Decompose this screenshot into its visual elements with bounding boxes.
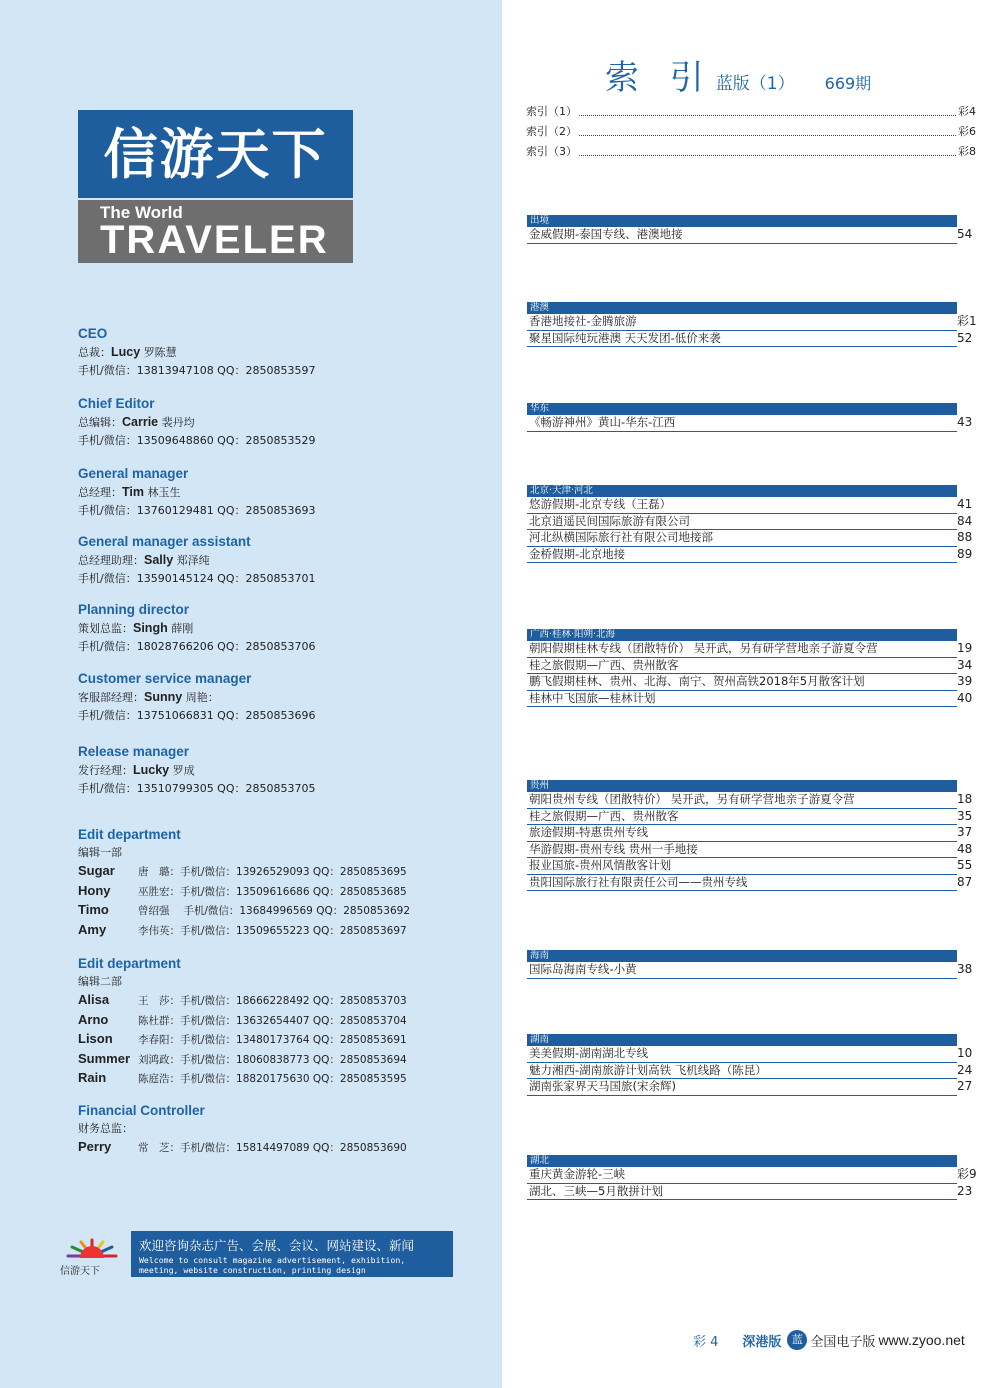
index-entry[interactable]: [527, 513, 973, 531]
entry-page: 43: [957, 415, 973, 429]
index-entry[interactable]: [527, 530, 973, 547]
staff-row: [78, 991, 488, 1011]
entry-page: 41: [957, 497, 973, 511]
section-header: 出境: [527, 215, 957, 227]
staff-cn-name: 郑泽纯: [176, 554, 210, 567]
staff-en-name: Lison: [78, 1031, 113, 1046]
banner-en-line2: meeting, website construction, printing design: [139, 1265, 366, 1275]
staff-general-manager: [78, 465, 488, 520]
index-entry[interactable]: [527, 657, 973, 675]
entry-title: 魅力湘西-湖南旅游计划高铁 飞机线路（陈昆）: [529, 1062, 767, 1077]
toc-leader: [579, 102, 956, 116]
entry-page: 19: [957, 641, 973, 655]
edit-department-2: [78, 955, 488, 1089]
staff-contact: 手机/微信：18028766206 QQ：2850853706: [78, 640, 316, 653]
dept-subtitle: 编辑一部: [78, 846, 122, 859]
index-entry[interactable]: [527, 808, 973, 826]
staff-contact: 手机/微信：13590145124 QQ：2850853701: [78, 572, 316, 585]
toc-item[interactable]: [526, 122, 976, 142]
index-entry[interactable]: [527, 858, 973, 875]
entry-page: 87: [957, 874, 973, 889]
staff-en-name: Sugar: [78, 863, 115, 878]
staff-en-name: Singh: [133, 621, 168, 635]
staff-en-name: Sally: [144, 553, 174, 567]
entry-title: 北京逍遥民间国际旅游有限公司: [529, 513, 690, 528]
staff-role: 总经理：: [78, 486, 122, 499]
entry-title: 聚星国际纯玩港澳 天天发团-低价来袭: [529, 330, 721, 345]
staff-title: Customer service manager: [78, 671, 252, 686]
entry-page: 89: [957, 546, 973, 561]
staff-row: [78, 882, 488, 902]
staff-en-name: Timo: [78, 902, 109, 917]
dept-subtitle: 财务总监：: [78, 1122, 133, 1135]
entry-title: 金桥假期-北京地接: [529, 546, 626, 561]
staff-title: Planning director: [78, 602, 190, 617]
entry-title: 桂之旅假期—广西、贵州散客: [529, 808, 679, 823]
logo-chinese: 信游天下: [78, 110, 353, 198]
staff-cn-name: 罗成: [172, 764, 195, 777]
financial-controller: [78, 1102, 488, 1158]
toc-label: 索引（1）: [526, 105, 577, 118]
footer-edition: 深港版: [742, 1334, 782, 1350]
staff-en-name: Tim: [122, 485, 144, 499]
staff-role: 总经理助理：: [78, 554, 144, 567]
logo-title: TRAVELER: [100, 218, 329, 262]
footer-page-number: 彩 4: [693, 1334, 719, 1350]
entry-page: 彩1: [957, 314, 977, 328]
section-header: 北京·天津·河北: [527, 485, 957, 497]
index-edition: 蓝版（1）: [715, 74, 795, 94]
entry-page: 18: [957, 792, 973, 806]
entry-title: 悠游假期-北京专线（王磊）: [529, 497, 672, 511]
contact-banner: [131, 1231, 453, 1277]
staff-ceo: [78, 325, 488, 380]
section-header: 港澳: [527, 302, 957, 314]
entry-title: 华游假期-贵州专线 贵州一手地接: [529, 841, 698, 856]
entry-page: 54: [957, 227, 973, 241]
index-entry[interactable]: [527, 330, 973, 348]
staff-en-name: Rain: [78, 1070, 107, 1085]
staff-name-line: [78, 413, 488, 432]
entry-title: 湖南张家界天马国旅(宋余辉): [529, 1079, 676, 1093]
logo-english-block: [78, 200, 353, 263]
index-section: [527, 780, 973, 891]
staff-info: 巫胜宏：手机/微信：13509616686 QQ：2850853685: [138, 885, 407, 898]
staff-gm-assistant: [78, 533, 488, 588]
staff-info: 刘鸿政：手机/微信：18060838773 QQ：2850853694: [138, 1053, 407, 1066]
staff-row: [78, 862, 488, 882]
entry-page: 彩9: [957, 1167, 977, 1181]
entry-page: 24: [957, 1062, 973, 1077]
section-header: 湖南: [527, 1034, 957, 1046]
dept-subtitle: 编辑二部: [78, 975, 122, 988]
section-header: 贵州: [527, 780, 957, 792]
staff-en-name: Perry: [78, 1139, 112, 1154]
staff-chief-editor: [78, 395, 488, 450]
index-section: [527, 485, 973, 563]
entry-title: 湖北、三峡—5月散拼计划: [529, 1183, 663, 1198]
toc-page: 彩8: [958, 145, 976, 158]
staff-en-name: Amy: [78, 921, 107, 937]
index-section: [527, 629, 973, 707]
entry-page: 35: [957, 808, 973, 823]
index-entry[interactable]: [527, 874, 973, 892]
staff-contact: 手机/微信：13813947108 QQ：2850853597: [78, 364, 316, 377]
dept-title: Edit department: [78, 956, 181, 971]
entry-page: 37: [957, 825, 973, 839]
edition-badge-icon: 蓝: [787, 1330, 807, 1350]
staff-row: [78, 1030, 488, 1050]
entry-page: 27: [957, 1079, 973, 1093]
entry-title: 《畅游神州》黄山-华东-江西: [529, 415, 676, 429]
staff-en-name: Alisa: [78, 992, 110, 1007]
section-header: 华东: [527, 403, 957, 415]
staff-customer-service: [78, 670, 488, 725]
index-entry[interactable]: [527, 841, 973, 859]
staff-info: 唐 璐：手机/微信：13926529093 QQ：2850853695: [138, 866, 407, 878]
index-title: [605, 50, 871, 99]
index-entry[interactable]: [527, 415, 973, 432]
staff-name-line: [78, 551, 488, 570]
staff-en-name: Lucy: [111, 345, 141, 359]
toc-label: 索引（2）: [526, 125, 577, 138]
banner-cn-text: 欢迎咨询杂志广告、会展、会议、网站建设、新闻: [139, 1238, 415, 1253]
staff-row: [78, 1050, 488, 1070]
entry-title: 朝阳贵州专线（团散特价） 吴开武，另有研学营地亲子游夏令营: [529, 792, 855, 806]
staff-en-name: Hony: [78, 882, 111, 898]
staff-info: 王 莎：手机/微信：18666228492 QQ：2850853703: [138, 995, 407, 1007]
toc-page: 彩6: [958, 125, 976, 138]
staff-name-line: [78, 688, 488, 707]
staff-en-name: Sunny: [144, 690, 183, 704]
index-entry[interactable]: [527, 825, 973, 842]
staff-info: 陈庭浩：手机/微信：18820175630 QQ：2850853595: [138, 1073, 407, 1085]
staff-name-line: [78, 619, 488, 638]
staff-contact: 手机/微信：13751066831 QQ：2850853696: [78, 709, 316, 722]
entry-page: 55: [957, 858, 973, 872]
index-section: [527, 1034, 973, 1096]
entry-title: 桂之旅假期—广西、贵州散客: [529, 657, 679, 672]
toc-leader: [579, 142, 956, 156]
logo-subtitle: The World: [100, 203, 183, 222]
staff-info: 李伟英：手机/微信：13509655223 QQ：2850853697: [138, 924, 407, 937]
toc-label: 索引（3）: [526, 145, 577, 158]
banner-en-line1: Welcome to consult magazine advertisement, exhibition,: [139, 1255, 406, 1265]
staff-info: 李春阳：手机/微信：13480173764 QQ：2850853691: [138, 1034, 407, 1046]
entry-title: 美美假期-湖南湖北专线: [529, 1046, 649, 1060]
section-header: 海南: [527, 950, 957, 962]
staff-name-line: [78, 483, 488, 502]
toc-item[interactable]: [526, 142, 976, 162]
staff-title: General manager: [78, 466, 189, 481]
entry-page: 23: [957, 1183, 973, 1198]
toc-item[interactable]: [526, 102, 976, 122]
index-section: [527, 302, 977, 347]
staff-row: [78, 1138, 488, 1158]
index-entry[interactable]: [527, 962, 973, 979]
entry-title: 国际岛海南专线-小黄: [529, 962, 637, 976]
entry-title: 河北纵横国际旅行社有限公司地接部: [529, 530, 713, 544]
staff-role: 发行经理：: [78, 764, 133, 777]
staff-cn-name: 罗陈慧: [143, 346, 177, 359]
staff-info: 陈杜群：手机/微信：13632654407 QQ：2850853704: [138, 1014, 407, 1027]
entry-title: 桂林中飞国旅—桂林计划: [529, 690, 656, 705]
staff-info: 常 芝：手机/微信：15814497089 QQ：2850853690: [138, 1142, 407, 1154]
page-footer: [693, 1330, 965, 1350]
section-header: 广西·桂林·阳朔·北海: [527, 629, 957, 641]
toc-page: 彩4: [958, 105, 976, 118]
edit-department-1: [78, 826, 488, 940]
staff-en-name: Arno: [78, 1011, 109, 1027]
dept-title: Edit department: [78, 827, 181, 842]
index-entry[interactable]: [527, 1167, 977, 1184]
index-entry[interactable]: [527, 1062, 973, 1080]
footer-national-edition: 全国电子版: [810, 1334, 876, 1350]
entry-title: 鹏飞假期桂林、贵州、北海、南宁、贺州高铁2018年5月散客计划: [529, 674, 865, 688]
entry-page: 38: [957, 962, 973, 976]
staff-role: 总编辑：: [78, 416, 122, 429]
staff-title: Chief Editor: [78, 396, 155, 411]
staff-cn-name: 周艳：: [185, 691, 219, 704]
section-header: 湖北: [527, 1155, 957, 1167]
index-entry[interactable]: [527, 546, 973, 564]
entry-title: 香港地接社-金腾旅游: [529, 314, 637, 328]
staff-contact: 手机/微信：13760129481 QQ：2850853693: [78, 504, 316, 517]
entry-page: 10: [957, 1046, 973, 1060]
index-entry[interactable]: [527, 674, 973, 691]
index-entry[interactable]: [527, 792, 973, 809]
logo-small-caption: 信游天下: [60, 1266, 100, 1277]
index-section: [527, 1155, 977, 1200]
dept-title: Financial Controller: [78, 1103, 205, 1118]
toc-leader: [579, 122, 956, 136]
staff-contact: 手机/微信：13509648860 QQ：2850853529: [78, 434, 316, 447]
index-entry[interactable]: [527, 497, 973, 514]
staff-contact: 手机/微信：13510799305 QQ：2850853705: [78, 782, 316, 795]
index-heading: 索 引: [605, 58, 714, 98]
entry-page: 39: [957, 674, 973, 688]
staff-release-manager: [78, 743, 488, 798]
entry-page: 84: [957, 513, 973, 528]
staff-row: [78, 1069, 488, 1089]
staff-name-line: [78, 761, 488, 780]
staff-en-name: Lucky: [133, 763, 170, 777]
index-issue: 669期: [824, 74, 872, 93]
entry-title: 旅途假期-特惠贵州专线: [529, 825, 649, 839]
entry-page: 48: [957, 841, 973, 856]
index-entry[interactable]: [527, 1046, 973, 1063]
table-of-contents: [526, 102, 976, 162]
index-section: [527, 215, 973, 244]
staff-cn-name: 林玉生: [147, 486, 181, 499]
index-entry[interactable]: [527, 1079, 973, 1096]
entry-page: 88: [957, 530, 973, 544]
staff-name-line: [78, 343, 488, 362]
entry-page: 34: [957, 657, 973, 672]
index-entry[interactable]: [527, 1183, 973, 1201]
staff-role: 客服部经理：: [78, 691, 144, 704]
staff-title: CEO: [78, 326, 108, 341]
staff-title: General manager assistant: [78, 534, 251, 549]
staff-cn-name: 薛刚: [171, 622, 194, 635]
staff-info: 曾绍强 手机/微信：13684996569 QQ：2850853692: [138, 905, 411, 917]
entry-page: 40: [957, 690, 973, 705]
index-entry[interactable]: [527, 641, 973, 658]
staff-role: 总裁：: [78, 346, 111, 359]
staff-planning-director: [78, 601, 488, 656]
entry-title: 朝阳假期桂林专线（团散特价） 吴开武，另有研学营地亲子游夏令营: [529, 641, 878, 655]
staff-cn-name: 裴丹均: [161, 416, 195, 429]
staff-row: [78, 901, 488, 921]
staff-en-name: Carrie: [122, 415, 159, 429]
entry-title: 贵阳国际旅行社有限责任公司——贵州专线: [529, 874, 748, 889]
index-entry[interactable]: [527, 314, 977, 331]
entry-title: 报业国旅-贵州风情散客计划: [529, 858, 672, 872]
index-section: [527, 403, 973, 432]
index-entry[interactable]: [527, 690, 973, 708]
staff-en-name: Summer: [78, 1050, 131, 1066]
entry-title: 金威假期-泰国专线、港澳地接: [529, 227, 683, 241]
index-section: [527, 950, 973, 979]
staff-row: [78, 921, 488, 941]
entry-title: 重庆黄金游轮-三峡: [529, 1167, 626, 1181]
index-entry[interactable]: [527, 227, 973, 244]
entry-page: 52: [957, 330, 973, 345]
staff-row: [78, 1011, 488, 1031]
staff-title: Release manager: [78, 744, 190, 759]
staff-role: 策划总监：: [78, 622, 133, 635]
footer-url[interactable]: www.zyoo.net: [878, 1332, 965, 1348]
